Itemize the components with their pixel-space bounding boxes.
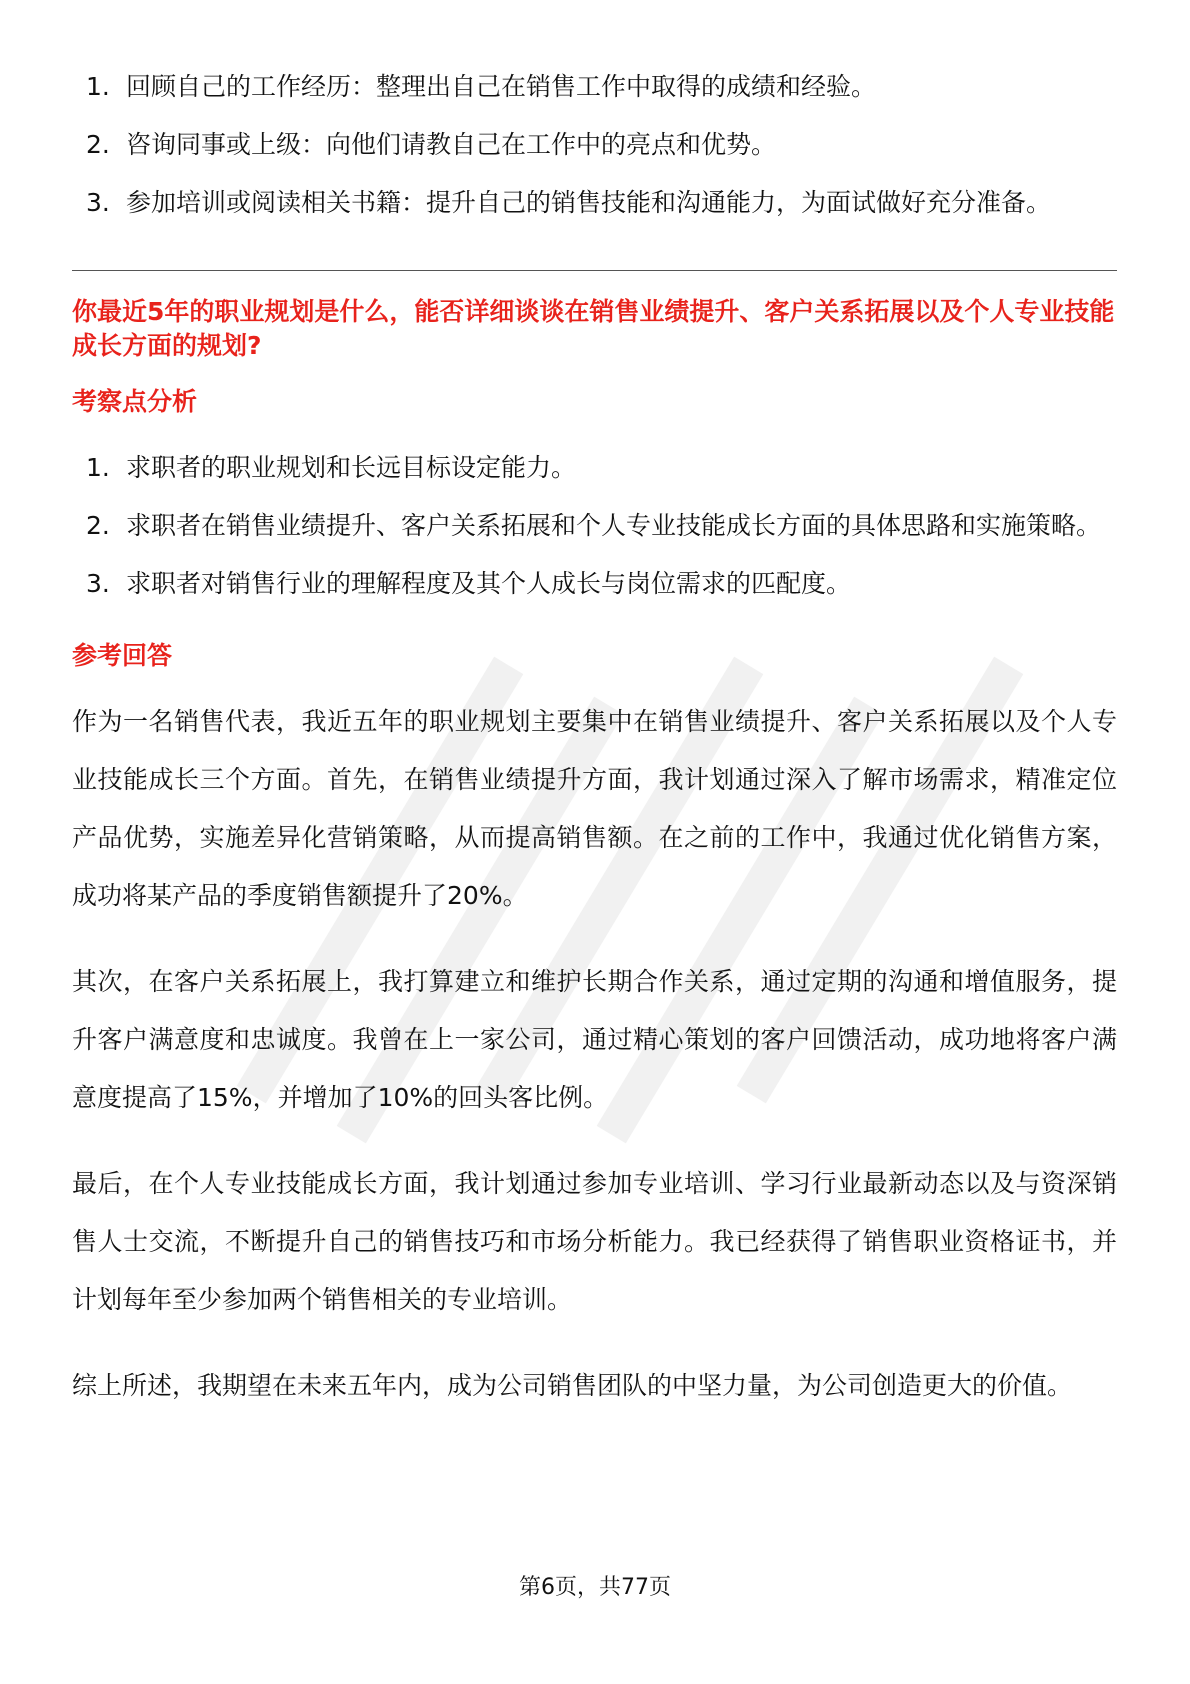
list-item: 2. 咨询同事或上级：向他们请教自己在工作中的亮点和优势。	[86, 130, 777, 159]
tips-list	[72, 58, 1117, 232]
page-footer: 第6页，共77页	[519, 1575, 671, 1600]
analysis-list	[72, 439, 1117, 613]
list-item: 1. 回顾自己的工作经历：整理出自己在销售工作中取得的成绩和经验。	[86, 72, 877, 101]
answer-paragraph: 综上所述，我期望在未来五年内，成为公司销售团队的中坚力量，为公司创造更大的价值。	[72, 1371, 1073, 1400]
list-item: 3. 参加培训或阅读相关书籍：提升自己的销售技能和沟通能力，为面试做好充分准备。	[86, 188, 1052, 217]
list-item: 1. 求职者的职业规划和长远目标设定能力。	[86, 453, 577, 482]
analysis-title: 考察点分析	[72, 387, 198, 416]
answer-paragraph: 作为一名销售代表，我近五年的职业规划主要集中在销售业绩提升、客户关系拓展以及个人专业技能成长三个方面。首先，在销售业绩提升方面，我计划通过深入了解市场需求，精准定位产品优势，实施差异化营销策略，从而提高销售额。在之前的工作中，我通过优化销售方案，成功将某产品的季度销售额提升了20%。	[72, 707, 1117, 910]
answer-paragraph: 最后，在个人专业技能成长方面，我计划通过参加专业培训、学习行业最新动态以及与资深销售人士交流，不断提升自己的销售技巧和市场分析能力。我已经获得了销售职业资格证书，并计划每年至少参加两个销售相关的专业培训。	[72, 1169, 1117, 1314]
answer-title: 参考回答	[72, 641, 173, 670]
answer-paragraph: 其次，在客户关系拓展上，我打算建立和维护长期合作关系，通过定期的沟通和增值服务，提升客户满意度和忠诚度。我曾在上一家公司，通过精心策划的客户回馈活动，成功地将客户满意度提高了15%，并增加了10%的回头客比例。	[72, 967, 1117, 1112]
list-item: 3. 求职者对销售行业的理解程度及其个人成长与岗位需求的匹配度。	[86, 569, 852, 598]
interview-question: 你最近5年的职业规划是什么，能否详细谈谈在销售业绩提升、客户关系拓展以及个人专业技能成长方面的规划?	[72, 297, 1115, 360]
content	[72, 58, 1117, 1443]
section-divider	[72, 270, 1117, 271]
list-item: 2. 求职者在销售业绩提升、客户关系拓展和个人专业技能成长方面的具体思路和实施策略。	[86, 511, 1102, 540]
